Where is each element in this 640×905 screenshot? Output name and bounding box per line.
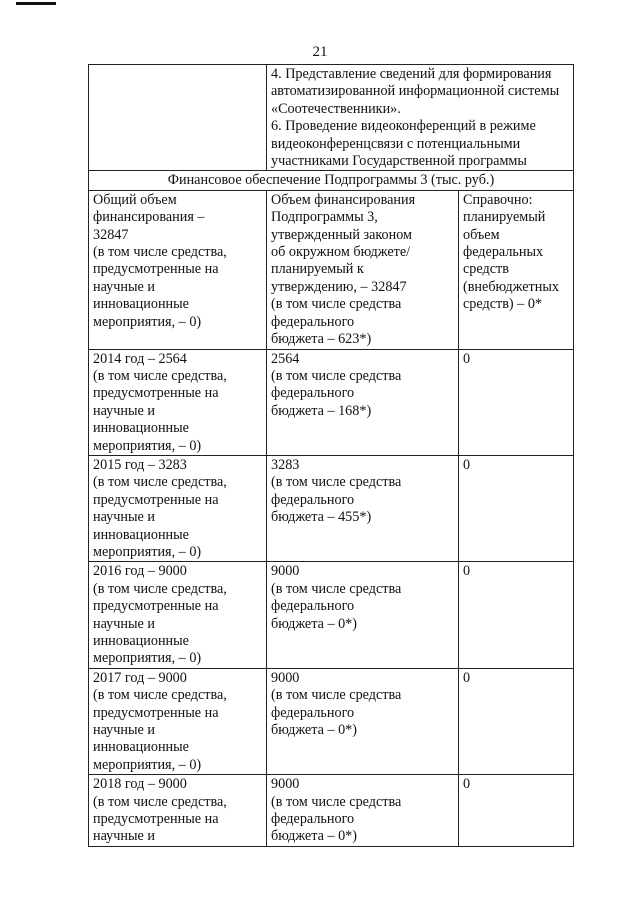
table-row [89, 455, 574, 561]
year-total-text: 2017 год – 9000 (в том числе средства, предусмотренные на научные и инновационные мероприятия, – 0) [93, 669, 227, 773]
corner-mark [16, 2, 56, 5]
table-row [89, 171, 574, 190]
table-cell [89, 668, 267, 774]
year-reference-text: 0 [463, 563, 471, 580]
table-cell [459, 668, 574, 774]
budget-financing-text: Объем финансирования Подпрограммы 3, утвержденный законом об окружном бюджете/ планируемый к утверждению, – 32847 (в том числе средства федерального бюджета – 623*) [271, 191, 416, 348]
table-cell-empty [89, 65, 267, 171]
table-cell [459, 455, 574, 561]
year-reference-text: 0 [463, 350, 471, 367]
table-cell [267, 65, 574, 171]
page-number: 21 [312, 44, 328, 60]
year-reference-text: 0 [463, 669, 471, 686]
year-total-text: 2018 год – 9000 (в том числе средства, предусмотренные на научные и [93, 776, 227, 845]
table-row [89, 65, 574, 171]
table-row [89, 349, 574, 455]
table-cell [267, 349, 459, 455]
year-budget-text: 9000 (в том числе средства федерального бюджета – 0*) [271, 776, 402, 845]
table-cell [267, 562, 459, 668]
total-financing-text: Общий объем финансирования – 32847 (в том числе средства, предусмотренные на научные и инновационные мероприятия, – 0) [93, 191, 227, 330]
section-heading: Финансовое обеспечение Подпрограммы 3 (тыс. руб.) [89, 171, 574, 190]
table-cell [459, 190, 574, 349]
table-cell [459, 775, 574, 847]
year-budget-text: 9000 (в том числе средства федерального бюджета – 0*) [271, 669, 402, 739]
reference-note-text: Справочно: планируемый объем федеральных средств (внебюджетных средств) – 0* [463, 191, 559, 313]
financing-table [88, 64, 574, 847]
table-row [89, 190, 574, 349]
year-total-text: 2016 год – 9000 (в том числе средства, предусмотренные на научные и инновационные мероприятия, – 0) [93, 563, 227, 667]
table-row [89, 775, 574, 847]
table-cell [89, 190, 267, 349]
table-cell [267, 190, 459, 349]
table-cell [267, 455, 459, 561]
table-row [89, 562, 574, 668]
year-reference-text: 0 [463, 456, 471, 473]
table-cell [459, 349, 574, 455]
table-cell [89, 562, 267, 668]
table-cell [267, 775, 459, 847]
table-cell [459, 562, 574, 668]
year-budget-text: 3283 (в том числе средства федерального бюджета – 455*) [271, 456, 402, 526]
year-total-text: 2015 год – 3283 (в том числе средства, предусмотренные на научные и инновационные мероприятия, – 0) [93, 456, 227, 560]
table-cell [89, 455, 267, 561]
table-row [89, 668, 574, 774]
activities-list: 4. Представление сведений для формирования автоматизированной информационной системы «Соотечественники». 6. Проведение видеоконференций в режиме видеоконференцсвязи с потенциальными участниками Государственной программы [271, 66, 560, 170]
table-cell [89, 349, 267, 455]
table-cell [89, 775, 267, 847]
year-budget-text: 9000 (в том числе средства федерального бюджета – 0*) [271, 563, 402, 632]
year-reference-text: 0 [463, 776, 471, 793]
year-total-text: 2014 год – 2564 (в том числе средства, предусмотренные на научные и инновационные мероприятия, – 0) [93, 350, 227, 454]
table-cell [267, 668, 459, 774]
year-budget-text: 2564 (в том числе средства федерального бюджета – 168*) [271, 350, 402, 419]
